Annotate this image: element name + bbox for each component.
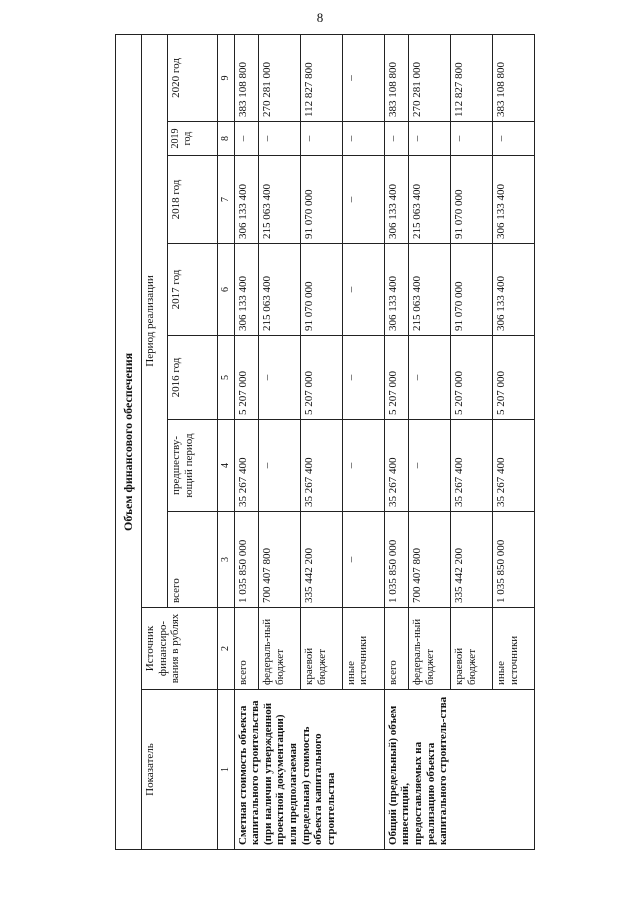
value-cell: 215 063 400 <box>258 244 300 336</box>
source-cell: краевой бюджет <box>451 608 493 690</box>
value-cell: – <box>342 420 384 512</box>
header-period: Период реализации <box>142 34 168 607</box>
col-number-2: 2 <box>218 608 235 690</box>
table-row <box>234 34 258 849</box>
source-cell: иные источники <box>342 608 384 690</box>
value-cell: – <box>342 336 384 420</box>
col-number-1: 1 <box>218 690 235 850</box>
value-cell: – <box>342 244 384 336</box>
value-cell: 335 442 200 <box>451 512 493 608</box>
value-cell: 35 267 400 <box>300 420 342 512</box>
value-cell: 383 108 800 <box>493 34 535 121</box>
value-cell: 306 133 400 <box>234 156 258 244</box>
value-cell: 383 108 800 <box>384 34 408 121</box>
header-2020: 2020 год <box>168 34 218 121</box>
value-cell: – <box>300 122 342 156</box>
value-cell: 5 207 000 <box>493 336 535 420</box>
header-source: Источник финансиро-вания в рублях <box>142 608 218 690</box>
value-cell: 215 063 400 <box>409 244 451 336</box>
value-cell: 1 035 850 000 <box>493 512 535 608</box>
value-cell: – <box>258 420 300 512</box>
table-row <box>384 34 408 849</box>
value-cell: 35 267 400 <box>451 420 493 512</box>
value-cell: 700 407 800 <box>409 512 451 608</box>
value-cell: – <box>342 156 384 244</box>
value-cell: 5 207 000 <box>451 336 493 420</box>
value-cell: 215 063 400 <box>258 156 300 244</box>
col-number-5: 5 <box>218 336 235 420</box>
value-cell: 306 133 400 <box>493 156 535 244</box>
financing-table <box>115 34 535 850</box>
col-number-8: 8 <box>218 122 235 156</box>
value-cell: 335 442 200 <box>300 512 342 608</box>
value-cell: – <box>234 122 258 156</box>
source-cell: иные источники <box>493 608 535 690</box>
value-cell: 91 070 000 <box>451 156 493 244</box>
value-cell: 35 267 400 <box>384 420 408 512</box>
value-cell: – <box>342 122 384 156</box>
value-cell: 1 035 850 000 <box>384 512 408 608</box>
value-cell: – <box>258 122 300 156</box>
rotated-table-inner <box>115 35 535 850</box>
value-cell: – <box>342 512 384 608</box>
source-cell: всего <box>384 608 408 690</box>
source-cell: федераль-ный бюджет <box>409 608 451 690</box>
value-cell: 270 281 000 <box>258 34 300 121</box>
source-cell: федераль-ный бюджет <box>258 608 300 690</box>
value-cell: 35 267 400 <box>493 420 535 512</box>
value-cell: 383 108 800 <box>234 34 258 121</box>
value-cell: 112 827 800 <box>300 34 342 121</box>
value-cell: 5 207 000 <box>384 336 408 420</box>
value-cell: – <box>258 336 300 420</box>
page-number: 8 <box>316 10 324 25</box>
col-number-4: 4 <box>218 420 235 512</box>
value-cell: 91 070 000 <box>300 244 342 336</box>
col-number-7: 7 <box>218 156 235 244</box>
indicator-cell: Общий (предельный) объем инвестиций, предоставляемых на реализацию объекта капитального строитель-ства <box>384 690 534 850</box>
col-number-6: 6 <box>218 244 235 336</box>
value-cell: – <box>409 420 451 512</box>
col-number-9: 9 <box>218 34 235 121</box>
value-cell: 700 407 800 <box>258 512 300 608</box>
value-cell: 35 267 400 <box>234 420 258 512</box>
value-cell: 5 207 000 <box>300 336 342 420</box>
table-title: Объем финансового обеспечения <box>116 34 142 849</box>
value-cell: 112 827 800 <box>451 34 493 121</box>
col-number-3: 3 <box>218 512 235 608</box>
indicator-cell: Сметная стоимость объекта капитального строительства (при наличии утвержденной проектной документации) или предполагаемая (предельная) стоимость объекта капитального строительства <box>234 690 384 850</box>
value-cell: – <box>451 122 493 156</box>
value-cell: 306 133 400 <box>234 244 258 336</box>
value-cell: – <box>409 122 451 156</box>
header-2018: 2018 год <box>168 156 218 244</box>
value-cell: 306 133 400 <box>384 156 408 244</box>
source-cell: всего <box>234 608 258 690</box>
header-indicator: Показатель <box>142 690 218 850</box>
value-cell: 306 133 400 <box>384 244 408 336</box>
header-2016: 2016 год <box>168 336 218 420</box>
value-cell: – <box>409 336 451 420</box>
value-cell: 270 281 000 <box>409 34 451 121</box>
value-cell: – <box>384 122 408 156</box>
value-cell: 306 133 400 <box>493 244 535 336</box>
header-total: всего <box>168 512 218 608</box>
source-cell: краевой бюджет <box>300 608 342 690</box>
value-cell: 215 063 400 <box>409 156 451 244</box>
header-previous: предшеству-ющий период <box>168 420 218 512</box>
value-cell: – <box>493 122 535 156</box>
value-cell: 91 070 000 <box>300 156 342 244</box>
value-cell: 91 070 000 <box>451 244 493 336</box>
value-cell: 1 035 850 000 <box>234 512 258 608</box>
header-2017: 2017 год <box>168 244 218 336</box>
header-2019: 2019 год <box>168 122 218 156</box>
value-cell: – <box>342 34 384 121</box>
rotated-table-container <box>115 35 535 850</box>
value-cell: 5 207 000 <box>234 336 258 420</box>
